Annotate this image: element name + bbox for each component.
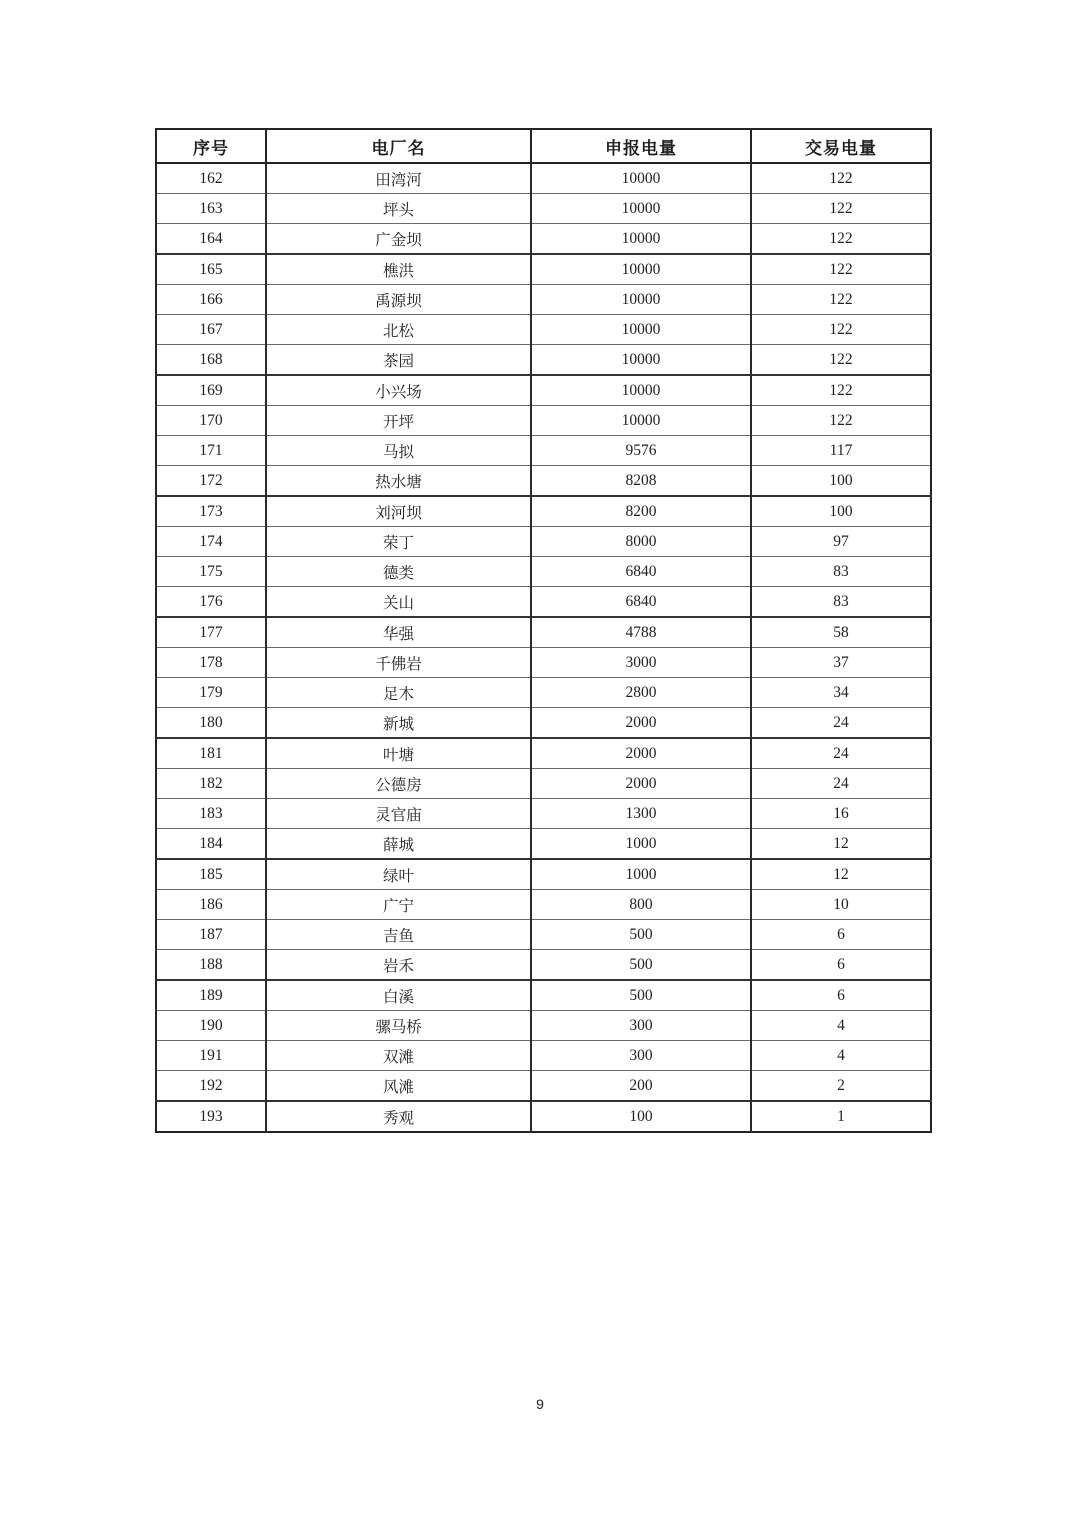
- table-row: [156, 769, 931, 799]
- cell-serial-number: 175: [156, 557, 266, 587]
- cell-traded-energy: 6: [751, 950, 931, 981]
- cell-declared-energy: 10000: [531, 224, 751, 255]
- cell-plant-name: 关山: [266, 587, 531, 618]
- table-row: [156, 617, 931, 648]
- table-row: [156, 194, 931, 224]
- cell-declared-energy: 8000: [531, 527, 751, 557]
- cell-plant-name: 德类: [266, 557, 531, 587]
- cell-declared-energy: 6840: [531, 587, 751, 618]
- table-row: [156, 527, 931, 557]
- table-row: [156, 557, 931, 587]
- table-row: [156, 254, 931, 285]
- cell-traded-energy: 100: [751, 496, 931, 527]
- cell-plant-name: 小兴场: [266, 375, 531, 406]
- cell-declared-energy: 10000: [531, 254, 751, 285]
- cell-traded-energy: 122: [751, 163, 931, 194]
- cell-declared-energy: 1000: [531, 859, 751, 890]
- cell-declared-energy: 300: [531, 1011, 751, 1041]
- cell-serial-number: 165: [156, 254, 266, 285]
- cell-declared-energy: 800: [531, 890, 751, 920]
- cell-serial-number: 173: [156, 496, 266, 527]
- cell-traded-energy: 122: [751, 375, 931, 406]
- cell-plant-name: 叶塘: [266, 738, 531, 769]
- cell-declared-energy: 500: [531, 980, 751, 1011]
- cell-traded-energy: 100: [751, 466, 931, 497]
- cell-traded-energy: 4: [751, 1041, 931, 1071]
- cell-traded-energy: 83: [751, 557, 931, 587]
- cell-serial-number: 185: [156, 859, 266, 890]
- cell-plant-name: 新城: [266, 708, 531, 739]
- table-row: [156, 920, 931, 950]
- cell-declared-energy: 300: [531, 1041, 751, 1071]
- table-header: [156, 129, 931, 163]
- cell-plant-name: 开坪: [266, 406, 531, 436]
- cell-declared-energy: 2000: [531, 708, 751, 739]
- cell-plant-name: 广宁: [266, 890, 531, 920]
- cell-declared-energy: 8200: [531, 496, 751, 527]
- cell-declared-energy: 10000: [531, 375, 751, 406]
- cell-plant-name: 岩禾: [266, 950, 531, 981]
- cell-traded-energy: 34: [751, 678, 931, 708]
- cell-traded-energy: 16: [751, 799, 931, 829]
- table-row: [156, 738, 931, 769]
- cell-declared-energy: 1300: [531, 799, 751, 829]
- cell-traded-energy: 122: [751, 315, 931, 345]
- cell-serial-number: 168: [156, 345, 266, 376]
- cell-serial-number: 178: [156, 648, 266, 678]
- cell-serial-number: 192: [156, 1071, 266, 1102]
- cell-plant-name: 吉鱼: [266, 920, 531, 950]
- cell-serial-number: 174: [156, 527, 266, 557]
- cell-declared-energy: 10000: [531, 194, 751, 224]
- cell-declared-energy: 3000: [531, 648, 751, 678]
- cell-plant-name: 骡马桥: [266, 1011, 531, 1041]
- cell-plant-name: 秀观: [266, 1101, 531, 1132]
- cell-plant-name: 双滩: [266, 1041, 531, 1071]
- table-row: [156, 829, 931, 860]
- cell-plant-name: 千佛岩: [266, 648, 531, 678]
- table-row: [156, 406, 931, 436]
- cell-plant-name: 广金坝: [266, 224, 531, 255]
- cell-serial-number: 163: [156, 194, 266, 224]
- cell-declared-energy: 2800: [531, 678, 751, 708]
- cell-plant-name: 茶园: [266, 345, 531, 376]
- cell-plant-name: 刘河坝: [266, 496, 531, 527]
- cell-serial-number: 166: [156, 285, 266, 315]
- cell-declared-energy: 8208: [531, 466, 751, 497]
- cell-declared-energy: 2000: [531, 769, 751, 799]
- cell-plant-name: 荣丁: [266, 527, 531, 557]
- cell-plant-name: 马拟: [266, 436, 531, 466]
- cell-plant-name: 风滩: [266, 1071, 531, 1102]
- cell-declared-energy: 4788: [531, 617, 751, 648]
- table-row: [156, 799, 931, 829]
- cell-serial-number: 171: [156, 436, 266, 466]
- cell-declared-energy: 10000: [531, 406, 751, 436]
- table-row: [156, 285, 931, 315]
- cell-traded-energy: 97: [751, 527, 931, 557]
- table-row: [156, 315, 931, 345]
- cell-serial-number: 170: [156, 406, 266, 436]
- cell-serial-number: 189: [156, 980, 266, 1011]
- cell-serial-number: 190: [156, 1011, 266, 1041]
- cell-traded-energy: 24: [751, 708, 931, 739]
- table-row: [156, 1101, 931, 1132]
- cell-plant-name: 公德房: [266, 769, 531, 799]
- cell-plant-name: 北松: [266, 315, 531, 345]
- cell-plant-name: 足木: [266, 678, 531, 708]
- page-number: 9: [536, 1396, 544, 1412]
- cell-serial-number: 179: [156, 678, 266, 708]
- cell-traded-energy: 4: [751, 1011, 931, 1041]
- table-row: [156, 678, 931, 708]
- cell-serial-number: 182: [156, 769, 266, 799]
- cell-plant-name: 热水塘: [266, 466, 531, 497]
- table-body: [156, 163, 931, 1132]
- cell-traded-energy: 6: [751, 920, 931, 950]
- cell-declared-energy: 9576: [531, 436, 751, 466]
- cell-plant-name: 灵官庙: [266, 799, 531, 829]
- cell-traded-energy: 122: [751, 224, 931, 255]
- cell-serial-number: 162: [199, 169, 223, 187]
- cell-serial-number: 184: [156, 829, 266, 860]
- cell-traded-energy: 122: [751, 285, 931, 315]
- table-row: [156, 890, 931, 920]
- header-serial-number: 序号: [156, 129, 266, 163]
- cell-traded-energy: 83: [751, 587, 931, 618]
- table-row: [156, 224, 931, 255]
- cell-serial-number: 176: [156, 587, 266, 618]
- cell-traded-energy: 122: [751, 254, 931, 285]
- cell-serial-number: 188: [156, 950, 266, 981]
- cell-traded-energy: 12: [751, 859, 931, 890]
- table-row: [156, 496, 931, 527]
- header-plant-name: 电厂名: [266, 129, 531, 163]
- cell-plant-name: 白溪: [266, 980, 531, 1011]
- cell-traded-energy: 2: [751, 1071, 931, 1102]
- table-container: [155, 128, 930, 1133]
- cell-traded-energy: 122: [751, 345, 931, 376]
- cell-plant-name: 禹源坝: [266, 285, 531, 315]
- table-row: [156, 163, 931, 194]
- header-row: [156, 129, 931, 163]
- cell-traded-energy: 10: [751, 890, 931, 920]
- table-row: [156, 859, 931, 890]
- cell-serial-number: 169: [156, 375, 266, 406]
- table-row: [156, 436, 931, 466]
- table-row: [156, 466, 931, 497]
- cell-serial-number: 177: [156, 617, 266, 648]
- cell-traded-energy: 117: [751, 436, 931, 466]
- cell-declared-energy: 1000: [531, 829, 751, 860]
- power-plant-table: [155, 128, 932, 1133]
- cell-serial-number: 193: [156, 1101, 266, 1132]
- cell-traded-energy: 6: [751, 980, 931, 1011]
- table-row: [156, 648, 931, 678]
- cell-declared-energy: 500: [531, 920, 751, 950]
- table-row: [156, 375, 931, 406]
- cell-serial-number: 183: [156, 799, 266, 829]
- cell-serial-number: 164: [156, 224, 266, 255]
- table-row: [156, 345, 931, 376]
- table-row: [156, 708, 931, 739]
- cell-declared-energy: 100: [531, 1101, 751, 1132]
- cell-serial-number: 180: [156, 708, 266, 739]
- table-row: [156, 1011, 931, 1041]
- table-row: [156, 1071, 931, 1102]
- cell-plant-name: 田湾河: [266, 163, 531, 194]
- cell-traded-energy: 37: [751, 648, 931, 678]
- cell-declared-energy: 10000: [531, 163, 751, 194]
- cell-traded-energy: 58: [751, 617, 931, 648]
- cell-serial-number: 191: [156, 1041, 266, 1071]
- cell-declared-energy: 10000: [531, 345, 751, 376]
- cell-plant-name: 坪头: [266, 194, 531, 224]
- cell-plant-name: 华强: [266, 617, 531, 648]
- table-row: [156, 587, 931, 618]
- cell-declared-energy: 200: [531, 1071, 751, 1102]
- cell-plant-name: 樵洪: [266, 254, 531, 285]
- cell-declared-energy: 2000: [531, 738, 751, 769]
- cell-serial-number: 167: [156, 315, 266, 345]
- table-row: [156, 950, 931, 981]
- cell-traded-energy: 122: [751, 194, 931, 224]
- cell-plant-name: 薛城: [266, 829, 531, 860]
- cell-traded-energy: 1: [751, 1101, 931, 1132]
- table-row: [156, 980, 931, 1011]
- cell-declared-energy: 10000: [531, 315, 751, 345]
- cell-declared-energy: 6840: [531, 557, 751, 587]
- cell-traded-energy: 24: [751, 769, 931, 799]
- header-traded-energy: 交易电量: [751, 129, 931, 163]
- cell-traded-energy: 122: [751, 406, 931, 436]
- cell-plant-name: 绿叶: [266, 859, 531, 890]
- table-row: [156, 1041, 931, 1071]
- cell-traded-energy: 12: [751, 829, 931, 860]
- cell-declared-energy: 500: [531, 950, 751, 981]
- cell-serial-number: 187: [156, 920, 266, 950]
- cell-traded-energy: 24: [751, 738, 931, 769]
- cell-serial-number: 181: [156, 738, 266, 769]
- cell-serial-number: 186: [156, 890, 266, 920]
- cell-serial-number: 172: [156, 466, 266, 497]
- header-declared-energy: 申报电量: [531, 129, 751, 163]
- cell-declared-energy: 10000: [531, 285, 751, 315]
